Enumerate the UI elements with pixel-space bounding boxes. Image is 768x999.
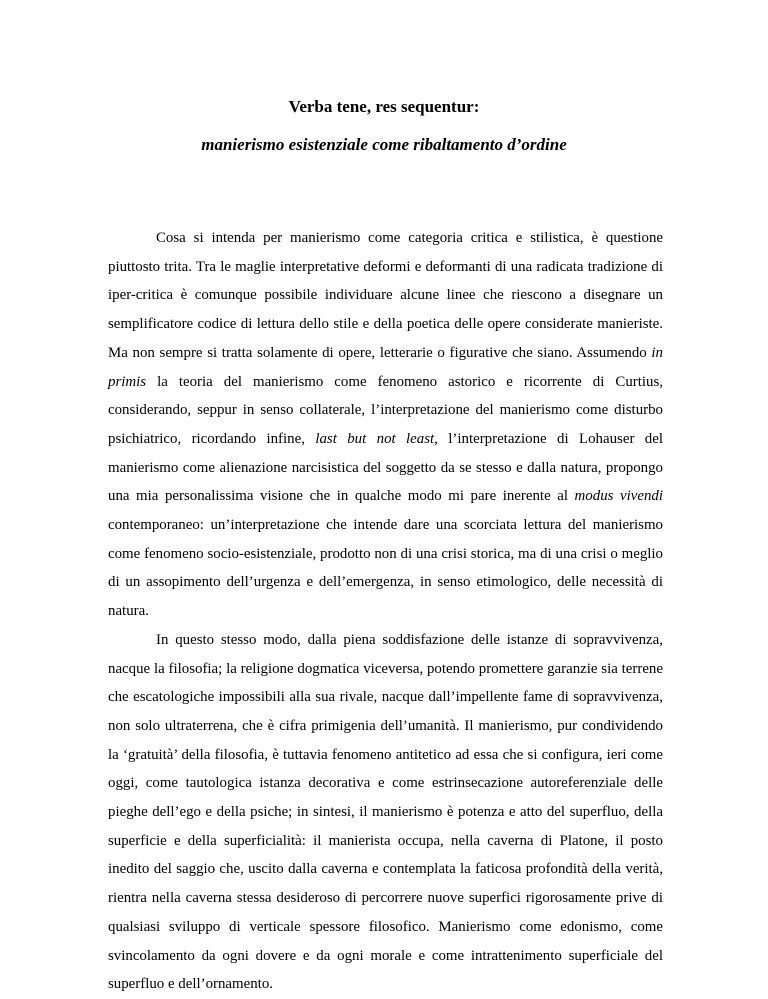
document-body xyxy=(108,224,663,999)
paragraph-segment: In questo stesso modo, dalla piena soddisfazione delle istanze di sopravvivenza, nacque la filosofia; la religione dogmatica viceversa, potendo promettere garanzie sia terrene che escatologiche impossibili alla sua rivale, nacque dall’impellente fame di sopravvivenza, non solo ultraterrena, che è cifra primigenia dell’umanità. Il manierismo, pur condividendo la ‘gratuità’ della filosofia, è tuttavia fenomeno antitetico ad essa che si configura, ieri come oggi, come tautologica istanza decorativa e come estrinsecazione autoreferenziale delle pieghe dell’ego e della psiche; in sintesi, il manierismo è potenza e atto del superfluo, della superficie e della superficialità: il manierista occupa, nella caverna di Platone, il posto inedito del saggio che, uscito dalla caverna e contemplata la faticosa profondità della verità, rientra nella caverna stessa desideroso di percorrere nuove superfici rigorosamente prive di qualsiasi sviluppo di verticale spessore filosofico. Manierismo come edonismo, come svincolamento da ogni dovere e da ogni morale e come intrattenimento superficiale del superfluo e dell’ornamento. xyxy=(108,631,663,993)
paragraph-segment: , l’interpretazione di Lohauser del manierismo come alienazione narcisistica del soggetto da se stesso e dalla natura, propongo una mia personalissima visione che in qualche modo mi pare inerente al xyxy=(108,430,664,505)
document-subtitle: manierismo esistenziale come ribaltamento d’ordine xyxy=(201,135,567,154)
paragraph-1 xyxy=(108,224,663,626)
paragraph-2 xyxy=(108,626,663,999)
paragraph-segment-italic: modus vivendi xyxy=(574,488,663,505)
paragraph-segment: Cosa si intenda per manierismo come categoria critica e stilistica, è questione piuttosto trita. Tra le maglie interpretative deformi e deformanti di una radicata tradizione di iper-critica è comunque possibile individuare alcune linee che riescono a disegnare un semplificatore codice di lettura dello stile e della poetica delle opere considerate manieriste. Ma non sempre si tratta solamente di opere, letterarie o figurative che siano. Assumendo xyxy=(108,230,663,361)
paragraph-segment: la teoria del manierismo come fenomeno astorico e ricorrente di Curtius, considerando, seppur in senso collaterale, l’interpretazione del manierismo come disturbo psichiatrico, ricordando infine, xyxy=(108,373,663,447)
paragraph-segment-italic: in primis xyxy=(108,344,663,390)
paragraph-segment-italic: last but not least xyxy=(315,430,435,447)
paragraph-segment: contemporaneo: un’interpretazione che intende dare una scorciata lettura del manierismo come fenomeno socio-esistenziale, prodotto non di una crisi storica, ma di una crisi o meglio di un assopimento dell’urgenza e dell’emergenza, in senso etimologico, delle necessità di natura. xyxy=(108,517,663,620)
document-title: Verba tene, res sequentur: xyxy=(288,97,480,116)
